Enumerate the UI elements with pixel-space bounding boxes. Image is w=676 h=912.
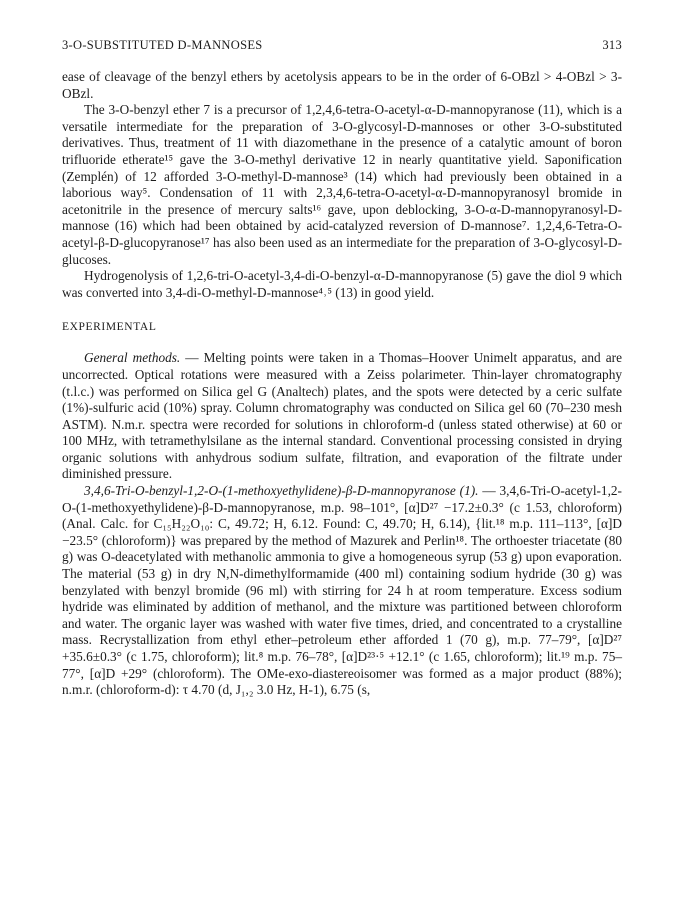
paragraph-benzyl-ether: The 3-O-benzyl ether 7 is a precursor of 1,2,4,6-tetra-O-acetyl-α-D-mannopyranose (11), which is a versatile intermediate for the preparation of 3-O-glycosyl-D-mannoses or other 3-O-substituted derivatives. Thus, treatment of 11 with diazomethane in the presence of a catalytic amount of boron trifluoride etherate¹⁵ gave the 3-O-methyl derivative 12 in nearly quantitative yield. Saponification (Zemplén) of 12 afforded 3-O-methyl-D-mannose³ (14) which had previously been obtained in a laborious way⁵. Condensation of 11 with 2,3,4,6-tetra-O-acetyl-α-D-mannopyranosyl bromide in acetonitrile in the presence of mercury salts¹⁶ gave, upon deblocking, 3-O-α-D-mannopyranosyl-D-mannose (16) which had been obtained by acid-catalyzed reversion of D-mannose⁷. 1,2,4,6-Tetra-O-acetyl-β-D-glucopyranose¹⁷ has also been used as an intermediate for the preparation of 3-O-glycosyl-D-glucoses. (62, 102, 622, 267)
running-header (62, 38, 622, 53)
article-page (62, 38, 622, 699)
compound-1-body: — 3,4,6-Tri-O-acetyl-1,2-O-(1-methoxyethylidene)-β-D-mannopyranose, m.p. 98–101°, [α]D²⁷ −17.2±0.3° (c 1.53, chloroform)(Anal. Calc. for C₁₅H₂₂O₁₀: C, 49.72; H, 6.12. Found: C, 49.70; H, 6.14), {lit.¹⁸ m.p. 111–113°, [α]D −23.5° (chloroform)} was prepared by the method of Mazurek and Perlin¹⁸. The orthoester triacetate (80 g) was O-deacetylated with methanolic ammonia to give a homogeneous syrup (53 g) upon evaporation. The material (53 g) in dry N,N-dimethylformamide (400 ml) containing sodium hydride (30 g) was benzylated with benzyl bromide (96 ml) with stirring for 24 h at room temperature. Excess sodium hydride was eliminated by addition of methanol, and the mixture was partitioned between chloroform and water. The organic layer was washed with water five times, dried, and concentrated to a crystalline mass. Recrystallization from ethyl ether–petroleum ether afforded 1 (70 g), m.p. 77–79°, [α]D²⁷ +35.6±0.3° (c 1.75, chloroform); lit.⁸ m.p. 76–78°, [α]D²³·⁵ +12.1° (c 1.65, chloroform); lit.¹⁹ m.p. 75–77°, [α]D +29° (chloroform). The OMe-exo-diastereoisomer was formed as a major product (88%); n.m.r. (chloroform-d): τ 4.70 (d, J₁,₂ 3.0 Hz, H-1), 6.75 (s, (62, 483, 622, 698)
paragraph-hydrogenolysis: Hydrogenolysis of 1,2,6-tri-O-acetyl-3,4-di-O-benzyl-α-D-mannopyranose (5) gave the diol 9 which was converted into 3,4-di-O-methyl-D-mannose⁴˒⁵ (13) in good yield. (62, 268, 622, 300)
paragraph-compound-1 (62, 483, 622, 699)
paragraph-general-methods (62, 350, 622, 483)
general-methods-body: — Melting points were taken in a Thomas–Hoover Unimelt apparatus, and are uncorrected. Optical rotations were measured with a Zeiss polarimeter. Thin-layer chromatography (t.l.c.) was performed on Silica gel G (Analtech) plates, and the spots were detected by a ceric sulfate (1%)-sulfuric acid (10%) spray. Column chromatography was conducted on Silica gel 60 (70–230 mesh ASTM). N.m.r. spectra were recorded for solutions in chloroform-d (unless stated otherwise) at 60 or 100 MHz, with tetramethylsilane as the internal standard. Conventional processing consisted in drying organic solutions with anhydrous sodium sulfate, filtration, and evaporation of the filtrate under diminished pressure. (62, 350, 622, 482)
paragraph-continuation: ease of cleavage of the benzyl ethers by acetolysis appears to be in the order of 6-OBzl > 4-OBzl > 3-OBzl. (62, 69, 622, 101)
running-title: 3-O-SUBSTITUTED D-MANNOSES (62, 38, 263, 52)
general-methods-title: General methods. (84, 350, 181, 366)
section-heading-experimental: EXPERIMENTAL (62, 321, 157, 334)
compound-1-title: 3,4,6-Tri-O-benzyl-1,2-O-(1-methoxyethylidene)-β-D-mannopyranose (1). (84, 483, 479, 499)
page-number: 313 (602, 38, 622, 52)
